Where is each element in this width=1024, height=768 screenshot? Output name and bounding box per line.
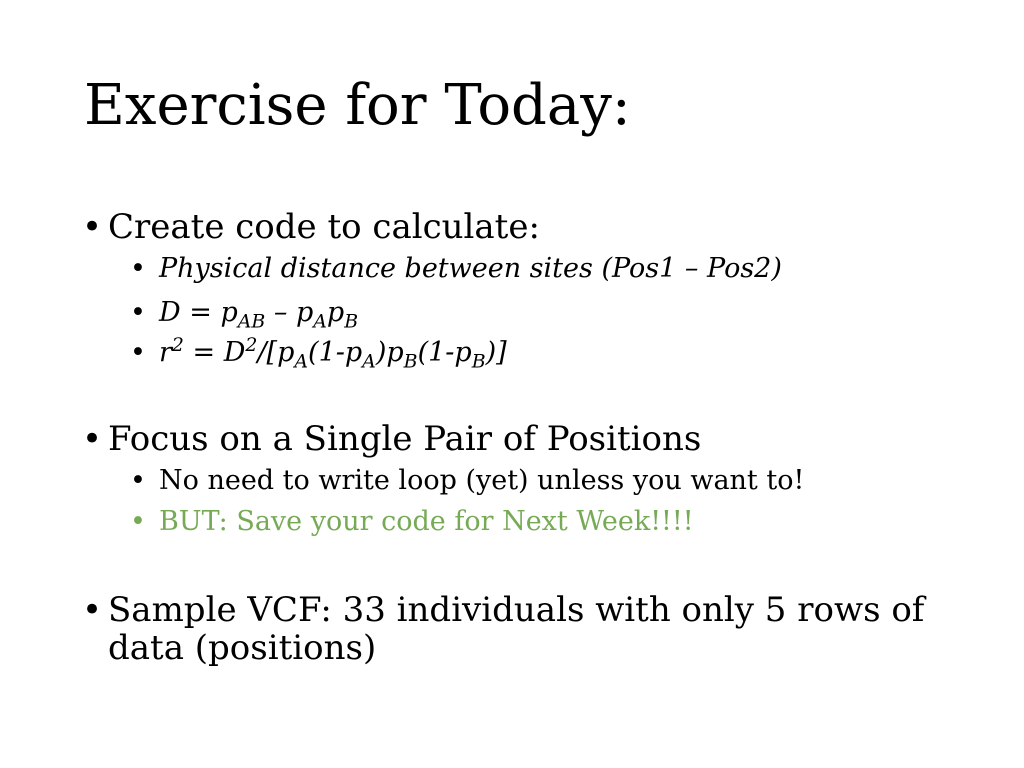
bullet-text: Create code to calculate: xyxy=(108,207,540,247)
bullet-dot: • xyxy=(82,419,103,459)
sub-bullet-text-highlight: BUT: Save your code for Next Week!!!! xyxy=(159,506,694,537)
sub-bullet-text: No need to write loop (yet) unless you want to! xyxy=(159,465,805,496)
sub-bullet-physical-distance xyxy=(130,253,782,285)
sub-bullet-r2-formula xyxy=(130,334,507,373)
slide-title: Exercise for Today: xyxy=(84,73,631,138)
bullet-dot: • xyxy=(130,297,146,328)
bullet-dot: • xyxy=(130,337,146,368)
bullet-focus-single-pair xyxy=(82,420,988,458)
r2-formula: $r^2 = D^2/[p_A(1-p_A)p_B(1-p_B)]$ xyxy=(159,334,507,373)
bullet-text: Sample VCF: 33 individuals with only 5 rows of data (positions) xyxy=(108,590,925,668)
sub-bullet-d-formula xyxy=(130,297,359,333)
d-formula: $D = p_{AB} - p_Ap_B$ xyxy=(159,297,359,333)
sub-bullet-no-loop xyxy=(130,465,804,497)
sub-bullet-text: Physical distance between sites (Pos1 – Pos2) xyxy=(159,253,782,284)
sub-bullet-save-code xyxy=(130,506,694,538)
bullet-dot: • xyxy=(130,465,146,496)
bullet-create-code xyxy=(82,208,988,246)
bullet-dot: • xyxy=(82,590,103,630)
bullet-dot: • xyxy=(130,506,146,537)
bullet-sample-vcf xyxy=(82,591,988,667)
bullet-dot: • xyxy=(130,253,146,284)
bullet-text: Focus on a Single Pair of Positions xyxy=(108,419,702,459)
bullet-dot: • xyxy=(82,207,103,247)
